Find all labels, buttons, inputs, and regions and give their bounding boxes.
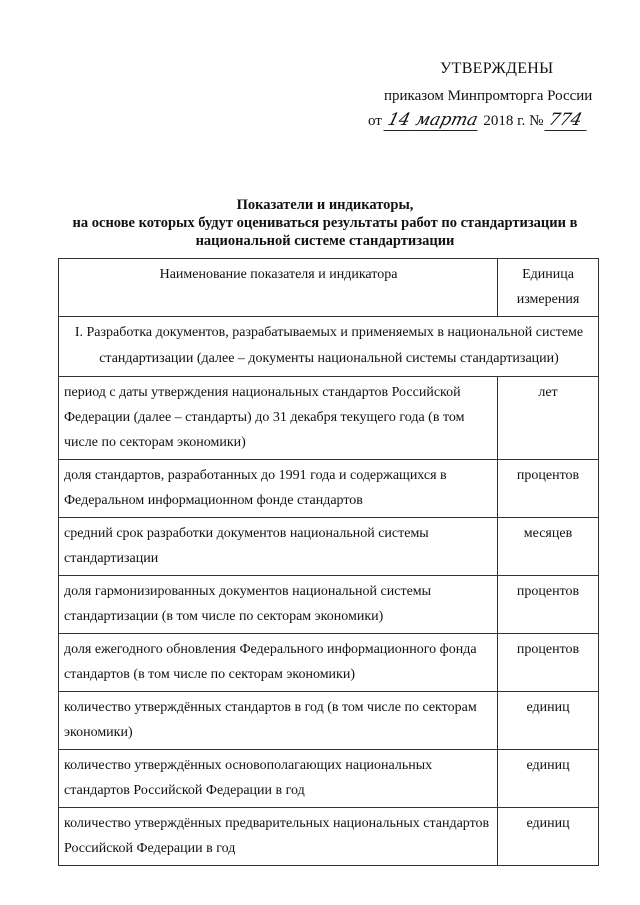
indicator-name: доля гармонизированных документов национальной системы стандартизации (в том числе по секторам экономики) bbox=[59, 576, 498, 634]
title-line-2: на основе которых будут оцениваться результаты работ по стандартизации в bbox=[72, 215, 578, 231]
table-row bbox=[59, 518, 599, 576]
title-line-3: национальной системе стандартизации bbox=[195, 233, 455, 249]
indicator-name: период с даты утверждения национальных стандартов Российской Федерации (далее – стандарты) до 31 декабря текущего года (в том числе по секторам экономики) bbox=[59, 377, 498, 460]
header-unit: Единица измерения bbox=[498, 259, 599, 317]
section-row bbox=[59, 317, 599, 377]
indicator-unit: единиц bbox=[498, 692, 599, 750]
table-row bbox=[59, 692, 599, 750]
approval-order: приказом Минпромторга России bbox=[384, 88, 593, 104]
table-header-row bbox=[59, 259, 599, 317]
indicator-unit: месяцев bbox=[498, 518, 599, 576]
document-title bbox=[40, 196, 610, 250]
indicator-unit: процентов bbox=[498, 634, 599, 692]
date-year: 2018 г. № bbox=[483, 113, 544, 129]
indicator-name: доля ежегодного обновления Федерального информационного фонда стандартов (в том числе по секторам экономики) bbox=[59, 634, 498, 692]
indicator-name: средний срок разработки документов национальной системы стандартизации bbox=[59, 518, 498, 576]
indicator-name: доля стандартов, разработанных до 1991 года и содержащихся в Федеральном информационном фонде стандартов bbox=[59, 460, 498, 518]
indicator-name: количество утверждённых основополагающих национальных стандартов Российской Федерации в год bbox=[59, 750, 498, 808]
indicator-name: количество утверждённых предварительных национальных стандартов Российской Федерации в год bbox=[59, 808, 498, 866]
section-title: I. Разработка документов, разрабатываемых и применяемых в национальной системе стандартизации (далее – документы национальной системы стандартизации) bbox=[59, 317, 599, 377]
indicator-unit: процентов bbox=[498, 460, 599, 518]
date-prefix: от bbox=[368, 113, 382, 129]
table-row bbox=[59, 808, 599, 866]
indicator-unit: единиц bbox=[498, 808, 599, 866]
indicator-unit: процентов bbox=[498, 576, 599, 634]
indicators-table bbox=[58, 258, 599, 866]
order-number-handwritten: 774 bbox=[545, 110, 592, 131]
header-name: Наименование показателя и индикатора bbox=[59, 259, 498, 317]
date-day-handwritten: 14 bbox=[383, 110, 416, 131]
table-row bbox=[59, 377, 599, 460]
table-row bbox=[59, 634, 599, 692]
date-month-handwritten: марта bbox=[411, 110, 482, 131]
indicator-unit: лет bbox=[498, 377, 599, 460]
approval-heading: УТВЕРЖДЕНЫ bbox=[440, 60, 554, 77]
indicator-unit: единиц bbox=[498, 750, 599, 808]
table-row bbox=[59, 460, 599, 518]
table-row bbox=[59, 750, 599, 808]
indicator-name: количество утверждённых стандартов в год (в том числе по секторам экономики) bbox=[59, 692, 498, 750]
table-row bbox=[59, 576, 599, 634]
approval-date-line bbox=[368, 110, 589, 131]
title-line-1: Показатели и индикаторы, bbox=[236, 197, 414, 213]
